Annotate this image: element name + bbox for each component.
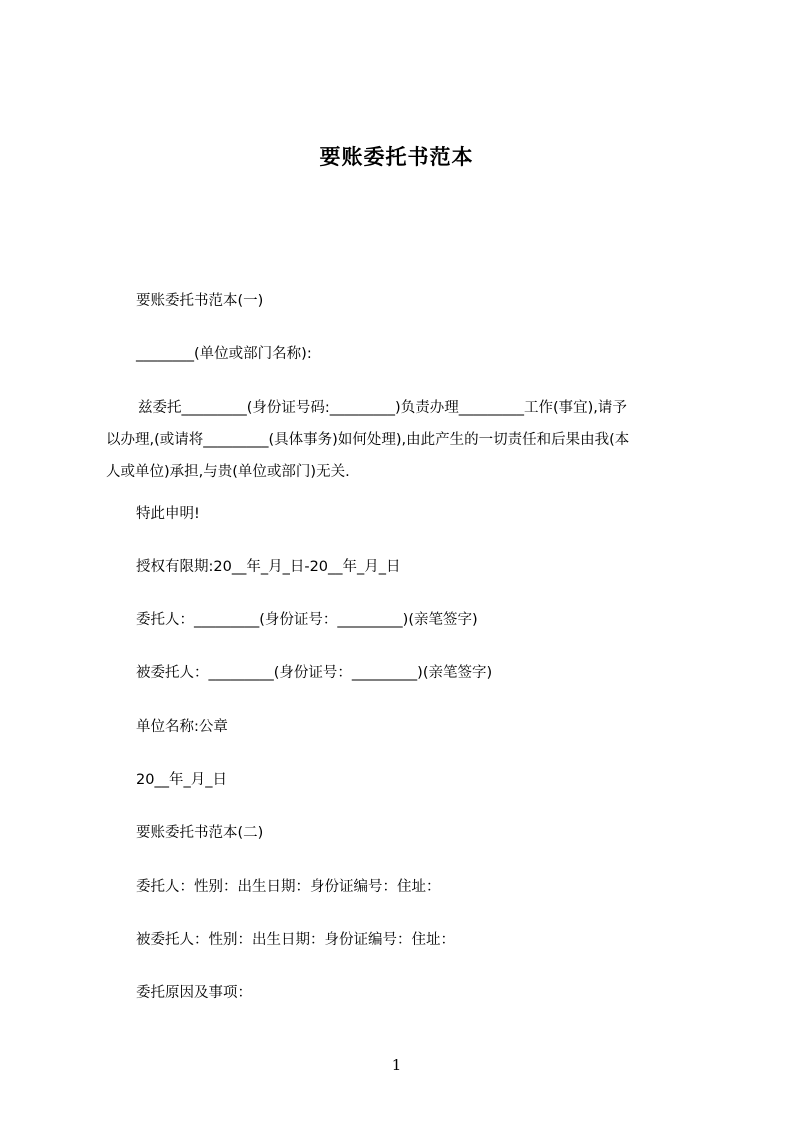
- body-line-1: 兹委托_________(身份证号码:_________)负责办理_________工作(事宜),请予: [138, 400, 627, 416]
- document-title: 要账委托书范本: [319, 145, 474, 169]
- authorization-period-line: 授权有限期:20__年_月_日-20__年_月_日: [136, 559, 401, 575]
- agent-signature-line: 被委托人：_________(身份证号：_________)(亲笔签字): [136, 665, 493, 681]
- section1-heading: 要账委托书范本(一): [136, 293, 264, 309]
- delegation-body: [106, 392, 706, 488]
- page-number: 1: [391, 1056, 402, 1074]
- section2-heading: 要账委托书范本(二): [136, 825, 264, 841]
- agent-info-line: 被委托人：性别：出生日期：身份证编号：住址：: [136, 932, 455, 948]
- declaration-line: 特此申明!: [136, 506, 200, 522]
- principal-info-line: 委托人：性别：出生日期：身份证编号：住址：: [136, 879, 441, 895]
- body-line-3: 人或单位)承担,与贵(单位或部门)无关.: [106, 464, 350, 480]
- date-line: 20__年_月_日: [136, 772, 227, 788]
- unit-name-line: 单位名称:公章: [136, 719, 228, 735]
- principal-signature-line: 委托人：_________(身份证号：_________)(亲笔签字): [136, 612, 478, 628]
- reason-line: 委托原因及事项：: [136, 985, 252, 1001]
- addressee-line: ________(单位或部门名称):: [136, 346, 312, 362]
- body-line-2: 以办理,(或请将_________(具体事务)如何处理),由此产生的一切责任和后果由我(本: [106, 432, 630, 448]
